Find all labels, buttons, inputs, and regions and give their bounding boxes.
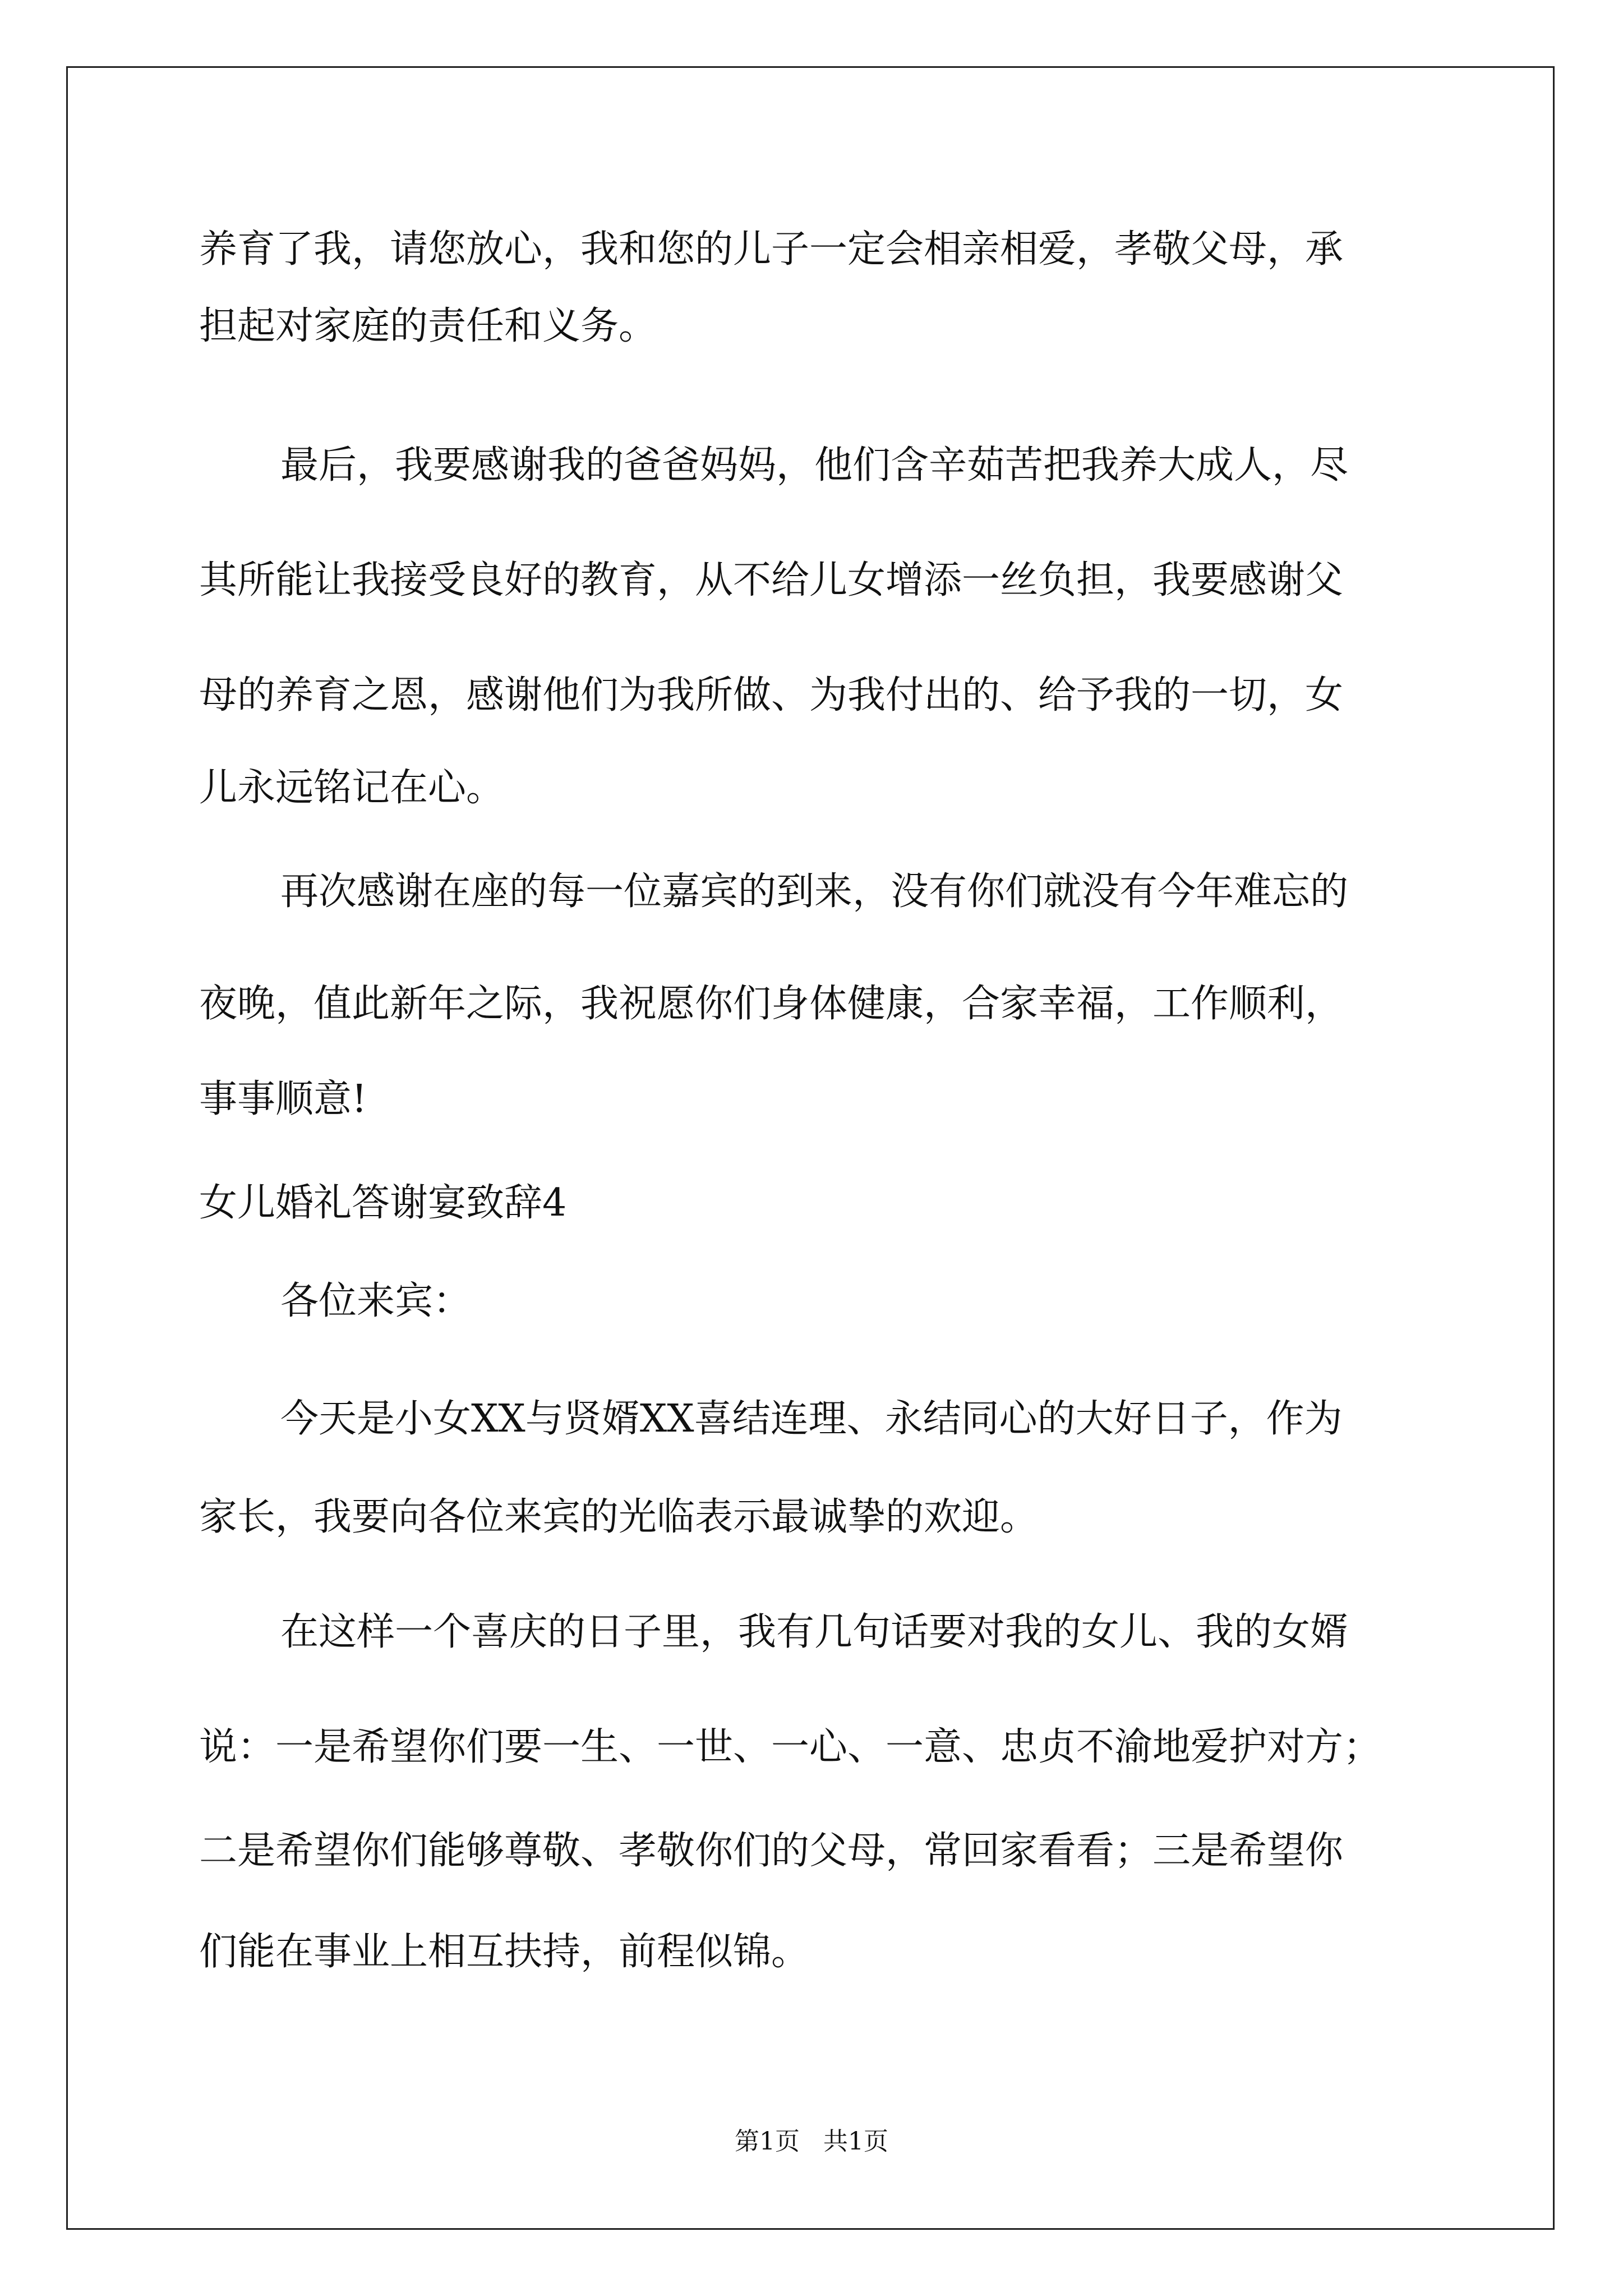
paragraph-line: 们能在事业上相互扶持，前程似锦。 (199, 1930, 810, 1974)
section-heading: 女儿婚礼答谢宴致辞4 (199, 1181, 567, 1225)
paragraph-line: 再次感谢在座的每一位嘉宾的到来，没有你们就没有今年难忘的 (280, 869, 1349, 914)
page-footer: 第1页 共1页 (735, 2127, 888, 2156)
paragraph-line: 事事顺意! (199, 1077, 367, 1121)
paragraph-line: 说：一是希望你们要一生、一世、一心、一意、忠贞不渝地爱护对方； (199, 1725, 1382, 1769)
paragraph-line: 养育了我，请您放心，我和您的儿子一定会相亲相爱，孝敬父母，承 (199, 227, 1344, 272)
paragraph-line: 最后，我要感谢我的爸爸妈妈，他们含辛茹苦把我养大成人，尽 (280, 443, 1349, 487)
paragraph-line: 夜晚，值此新年之际，我祝愿你们身体健康，合家幸福，工作顺利， (199, 982, 1344, 1026)
paragraph-line: 担起对家庭的责任和义务。 (199, 304, 657, 348)
page-border (66, 66, 1555, 2230)
paragraph-line: 今天是小女XX与贤婿XX喜结连理、永结同心的大好日子，作为 (280, 1397, 1343, 1441)
paragraph-line: 其所能让我接受良好的教育，从不给儿女增添一丝负担，我要感谢父 (199, 558, 1344, 602)
paragraph-line: 儿永远铭记在心。 (199, 766, 505, 810)
paragraph-line: 母的养育之恩，感谢他们为我所做、为我付出的、给予我的一切，女 (199, 673, 1344, 717)
paragraph-line: 家长，我要向各位来宾的光临表示最诚挚的欢迎。 (199, 1495, 1039, 1539)
salutation: 各位来宾： (280, 1279, 472, 1323)
paragraph-line: 二是希望你们能够尊敬、孝敬你们的父母，常回家看看；三是希望你 (199, 1829, 1344, 1873)
paragraph-line: 在这样一个喜庆的日子里，我有几句话要对我的女儿、我的女婿 (280, 1610, 1349, 1654)
